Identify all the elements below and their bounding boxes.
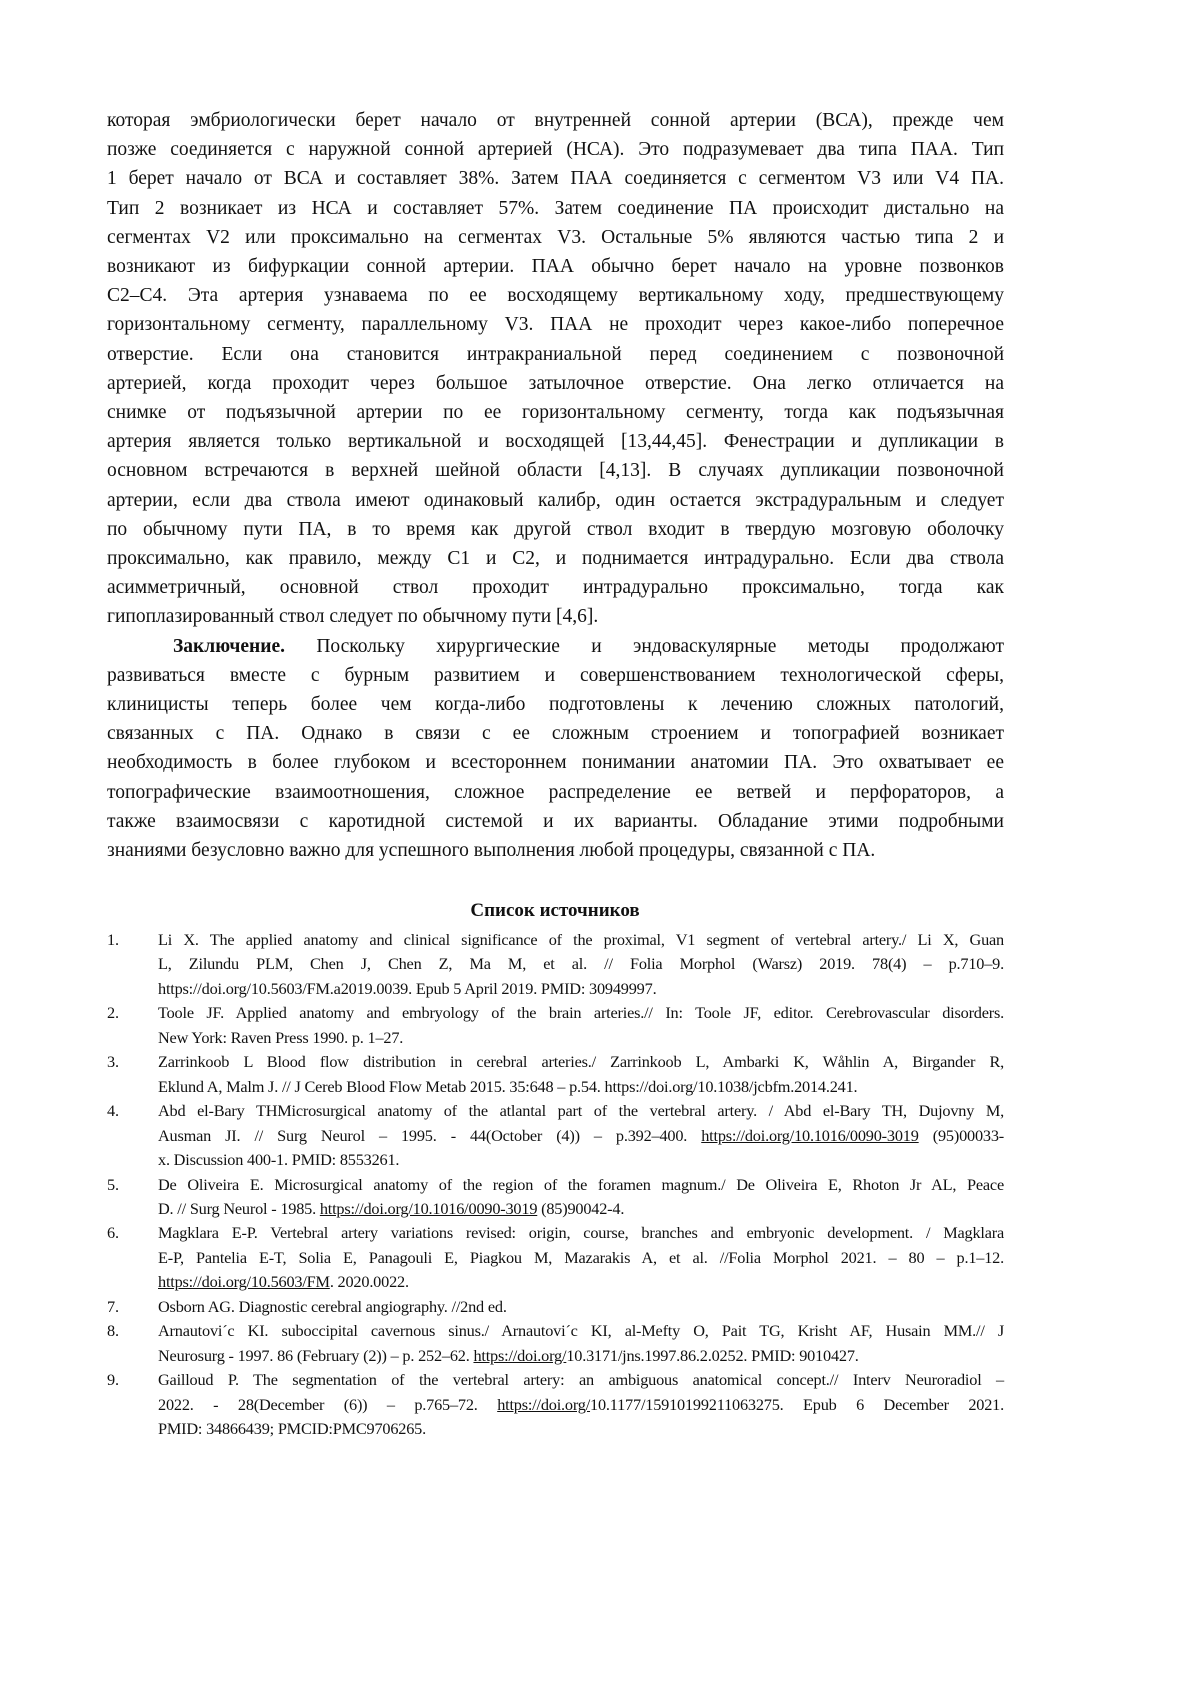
reference-text: PMID: 34866439; PMCID:PMC9706265. xyxy=(158,1419,426,1438)
reference-item xyxy=(107,1319,1004,1368)
reference-text: (85)90042-4. xyxy=(537,1199,624,1218)
reference-line xyxy=(158,1197,1004,1221)
text-line: связанных с ПА. Однако в связи с ее сложным строением и топографией возникает xyxy=(107,719,1004,748)
reference-line xyxy=(158,977,1004,1001)
conclusion-label: Заключение. xyxy=(173,636,285,657)
reference-line xyxy=(158,1344,1004,1368)
reference-number: 1. xyxy=(107,928,119,952)
reference-number: 3. xyxy=(107,1050,119,1074)
reference-text: Ausman JI. // Surg Neurol – 1995. - 44(October (4)) – p.392–400. xyxy=(158,1126,701,1145)
reference-line xyxy=(158,1001,1004,1025)
reference-item xyxy=(107,1050,1004,1099)
text-line: Заключение. Поскольку хирургические и эндоваскулярные методы продолжают xyxy=(107,632,1004,661)
text-line: по обычному пути ПА, в то время как другой ствол входит в твердую мозговую оболочку xyxy=(107,515,1004,544)
references-list xyxy=(107,928,1004,1442)
reference-line xyxy=(158,1221,1004,1245)
reference-text: 2022. - 28(December (6)) – p.765–72. xyxy=(158,1395,497,1414)
reference-text: . 2020.0022. xyxy=(330,1272,409,1291)
doi-link[interactable]: https://doi.org/ xyxy=(497,1395,590,1414)
reference-text: E-P, Pantelia E-T, Solia E, Panagouli E, Piagkou M, Mazarakis A, et al. //Folia Morphol 2021. – 80 – p.1–12. xyxy=(158,1248,1004,1267)
reference-item xyxy=(107,1221,1004,1294)
reference-text: L, Zilundu PLM, Chen J, Chen Z, Ma M, et al. // Folia Morphol (Warsz) 2019. 78(4) – p.710–9. xyxy=(158,954,1004,973)
reference-text: Magklara E-P. Vertebral artery variations revised: origin, course, branches and embryonic development. / Magklara xyxy=(158,1223,1004,1242)
text-line: асимметричный, основной ствол проходит интрадурально проксимально, тогда как xyxy=(107,573,1004,602)
reference-line xyxy=(158,952,1004,976)
reference-line xyxy=(158,1173,1004,1197)
text-line: проксимально, как правило, между С1 и С2, и поднимается интрадурально. Если два ствола xyxy=(107,544,1004,573)
reference-number: 7. xyxy=(107,1295,119,1319)
doi-link[interactable]: https://doi.org/10.1016/0090-3019 xyxy=(701,1126,918,1145)
reference-line xyxy=(158,1075,1004,1099)
reference-text: https://doi.org/10.5603/FM.a2019.0039. Epub 5 April 2019. PMID: 30949997. xyxy=(158,979,656,998)
paragraph-continued xyxy=(107,106,1004,632)
reference-text: Toole JF. Applied anatomy and embryology of the brain arteries.// In: Toole JF, editor. Cerebrovascular disorders. xyxy=(158,1003,1004,1022)
reference-line xyxy=(158,1270,1004,1294)
text-line: сегментах V2 или проксимально на сегментах V3. Остальные 5% являются частью типа 2 и xyxy=(107,223,1004,252)
reference-line xyxy=(158,1099,1004,1123)
reference-item xyxy=(107,928,1004,1001)
text-line: клиницисты теперь более чем когда-либо подготовлены к лечению сложных патологий, xyxy=(107,690,1004,719)
text-line: 1 берет начало от ВСА и составляет 38%. Затем ПАА соединяется с сегментом V3 или V4 ПА. xyxy=(107,164,1004,193)
reference-text: D. // Surg Neurol - 1985. xyxy=(158,1199,320,1218)
text-line: возникают из бифуркации сонной артерии. ПАА обычно берет начало на уровне позвонков xyxy=(107,252,1004,281)
reference-text: Li X. The applied anatomy and clinical significance of the proximal, V1 segment of vertebral artery./ Li X, Guan xyxy=(158,930,1004,949)
reference-text: Abd el-Bary THMicrosurgical anatomy of the atlantal part of the vertebral artery. / Abd el-Bary TH, Dujovny M, xyxy=(158,1101,1004,1120)
doi-link[interactable]: https://doi.org/10.5603/FM xyxy=(158,1272,330,1291)
reference-item xyxy=(107,1001,1004,1050)
reference-text: Arnautovi´c KI. suboccipital cavernous sinus./ Arnautovi´c KI, al-Mefty O, Pait TG, Krisht AF, Husain MM.// J xyxy=(158,1321,1004,1340)
text-line: которая эмбриологически берет начало от внутренней сонной артерии (ВСА), прежде чем xyxy=(107,106,1004,135)
reference-text: De Oliveira E. Microsurgical anatomy of the region of the foramen magnum./ De Oliveira E, Rhoton Jr AL, Peace xyxy=(158,1175,1004,1194)
paragraph-conclusion xyxy=(107,632,1004,866)
reference-text: Eklund A, Malm J. // J Cereb Blood Flow Metab 2015. 35:648 – p.54. https://doi.org/10.1038/jcbfm.2014.241. xyxy=(158,1077,857,1096)
reference-item xyxy=(107,1099,1004,1172)
reference-number: 6. xyxy=(107,1221,119,1245)
reference-text: 10.3171/jns.1997.86.2.0252. PMID: 9010427. xyxy=(566,1346,858,1365)
reference-text: Gailloud P. The segmentation of the vertebral artery: an ambiguous anatomical concept.// Interv Neuroradiol – xyxy=(158,1370,1004,1389)
reference-text: x. Discussion 400-1. PMID: 8553261. xyxy=(158,1150,399,1169)
reference-line xyxy=(158,1368,1004,1392)
reference-item xyxy=(107,1295,1004,1319)
text-line: C2–C4. Эта артерия узнаваема по ее восходящему вертикальному ходу, предшествующему xyxy=(107,281,1004,310)
text-line: основном встречаются в верхней шейной области [4,13]. В случаях дупликации позвоночной xyxy=(107,456,1004,485)
reference-item xyxy=(107,1173,1004,1222)
reference-number: 9. xyxy=(107,1368,119,1392)
reference-text: Neurosurg - 1997. 86 (February (2)) – p. 252–62. xyxy=(158,1346,473,1365)
reference-number: 8. xyxy=(107,1319,119,1343)
reference-number: 4. xyxy=(107,1099,119,1123)
reference-line xyxy=(158,1295,1004,1319)
text-line: позже соединяется с наружной сонной артерией (НСА). Это подразумевает два типа ПАА. Тип xyxy=(107,135,1004,164)
reference-line xyxy=(158,1124,1004,1148)
reference-line xyxy=(158,1050,1004,1074)
reference-line xyxy=(158,1319,1004,1343)
text-line: артерия является только вертикальной и восходящей [13,44,45]. Фенестрации и дупликации в xyxy=(107,427,1004,456)
text-line: необходимость в более глубоком и всестороннем понимании анатомии ПА. Это охватывает ее xyxy=(107,748,1004,777)
reference-line xyxy=(158,1026,1004,1050)
reference-item xyxy=(107,1368,1004,1441)
article-body xyxy=(107,106,1004,865)
text-line: Тип 2 возникает из НСА и составляет 57%. Затем соединение ПА происходит дистально на xyxy=(107,194,1004,223)
reference-line xyxy=(158,1417,1004,1441)
text-line: также взаимосвязи с каротидной системой и их варианты. Обладание этими подробными xyxy=(107,807,1004,836)
reference-text: Osborn AG. Diagnostic cerebral angiography. //2nd ed. xyxy=(158,1297,507,1316)
reference-line xyxy=(158,928,1004,952)
reference-line xyxy=(158,1393,1004,1417)
reference-line xyxy=(158,1148,1004,1172)
text-line: горизонтальному сегменту, параллельному V3. ПАА не проходит через какое-либо поперечное xyxy=(107,310,1004,339)
text-line: артерии, если два ствола имеют одинаковый калибр, один остается экстрадуральным и следует xyxy=(107,486,1004,515)
text-line: знаниями безусловно важно для успешного выполнения любой процедуры, связанной с ПА. xyxy=(107,836,1004,865)
reference-line xyxy=(158,1246,1004,1270)
reference-text: (95)00033- xyxy=(919,1126,1004,1145)
text-line: отверстие. Если она становится интракраниальной перед соединением с позвоночной xyxy=(107,340,1004,369)
reference-text: Zarrinkoob L Blood flow distribution in cerebral arteries./ Zarrinkoob L, Ambarki K, Wåhlin A, Birgander R, xyxy=(158,1052,1004,1071)
reference-text: 10.1177/15910199211063275. Epub 6 December 2021. xyxy=(590,1395,1004,1414)
text-line: гипоплазированный ствол следует по обычному пути [4,6]. xyxy=(107,602,1004,631)
references-title: Список источников xyxy=(0,900,1110,922)
text-line: топографические взаимоотношения, сложное распределение ее ветвей и перфораторов, а xyxy=(107,778,1004,807)
reference-number: 2. xyxy=(107,1001,119,1025)
text-line: снимке от подъязычной артерии по ее горизонтальному сегменту, тогда как подъязычная xyxy=(107,398,1004,427)
doi-link[interactable]: https://doi.org/10.1016/0090-3019 xyxy=(320,1199,537,1218)
doi-link[interactable]: https://doi.org/ xyxy=(473,1346,566,1365)
reference-number: 5. xyxy=(107,1173,119,1197)
text-line: развиваться вместе с бурным развитием и совершенствованием технологической сферы, xyxy=(107,661,1004,690)
reference-text: New York: Raven Press 1990. p. 1–27. xyxy=(158,1028,403,1047)
text-line: артерией, когда проходит через большое затылочное отверстие. Она легко отличается на xyxy=(107,369,1004,398)
